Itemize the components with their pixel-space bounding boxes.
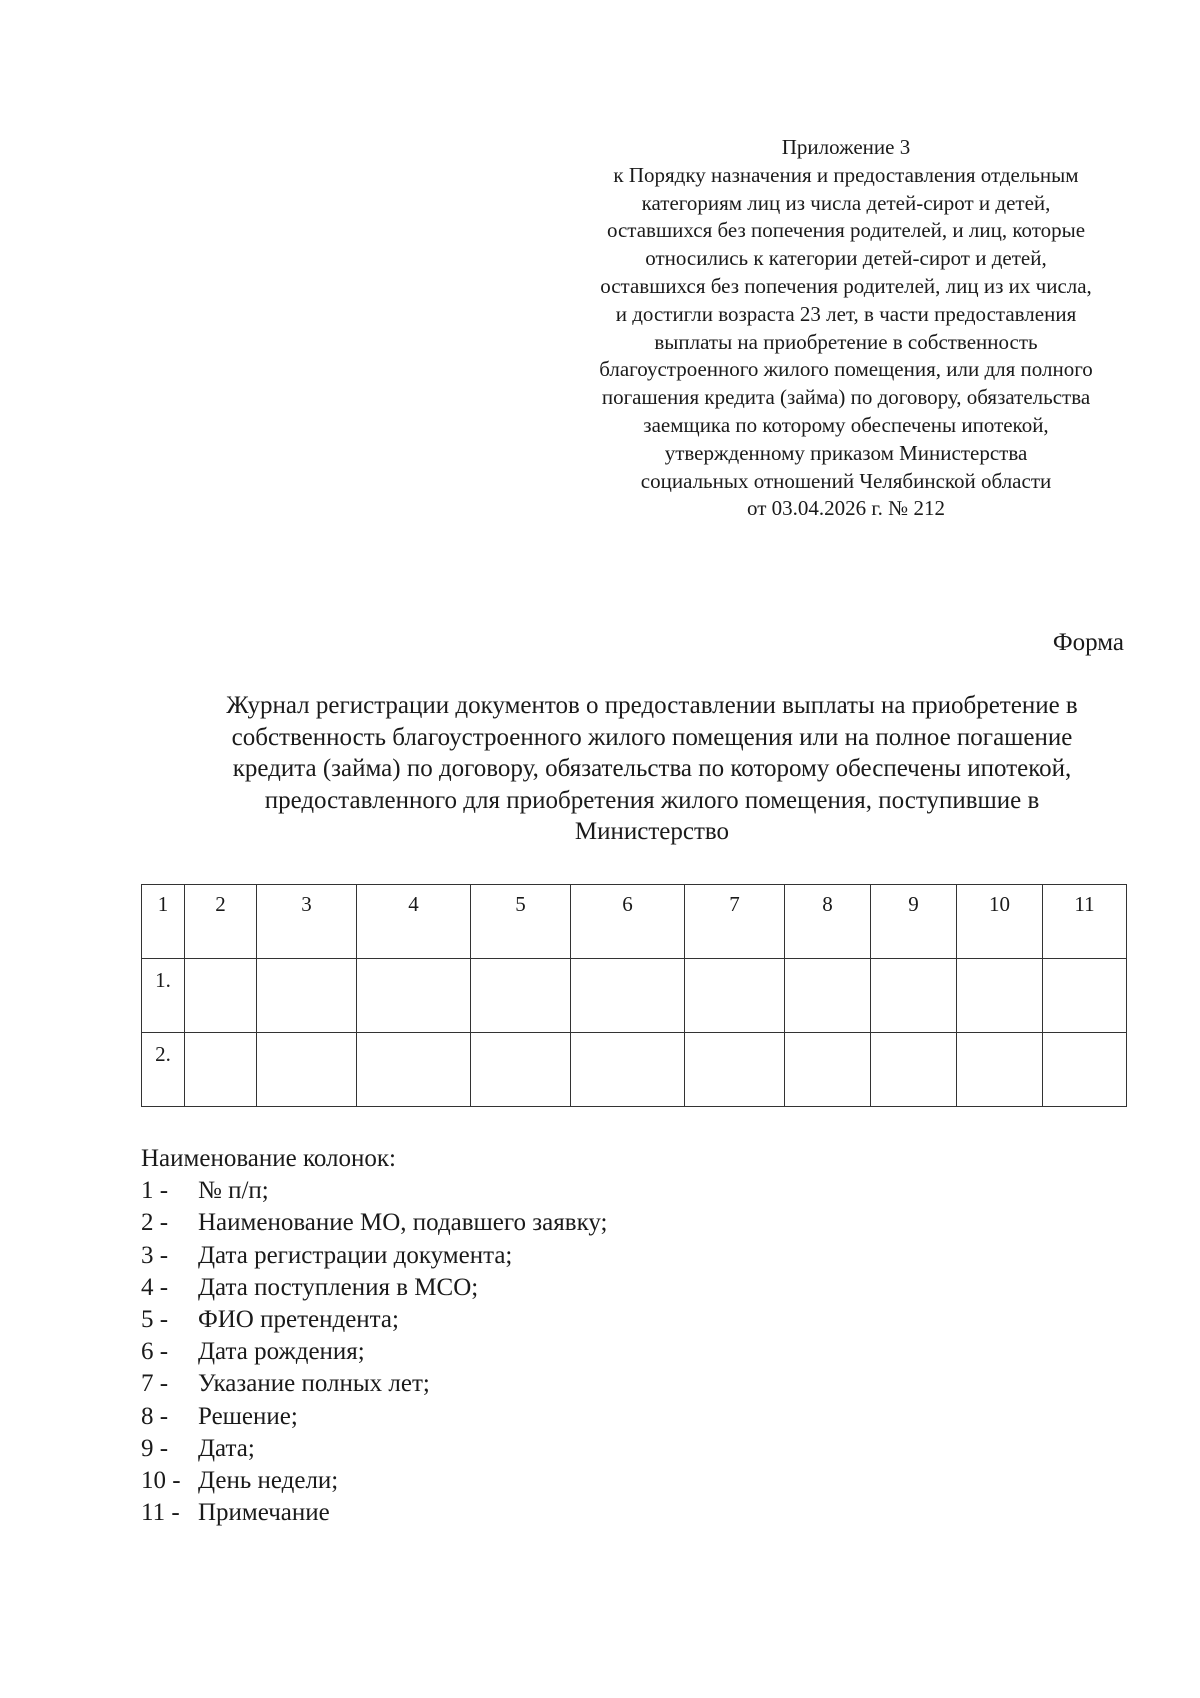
list-item-number: 11 - xyxy=(141,1499,180,1527)
table-cell xyxy=(571,959,685,1033)
journal-title xyxy=(120,690,1184,848)
list-item-label: Указание полных лет; xyxy=(198,1370,430,1398)
appendix-line: утвержденному приказом Министерства xyxy=(664,440,1028,465)
list-item xyxy=(141,1272,607,1304)
appendix-line: выплаты на приобретение в собственность xyxy=(654,329,1038,354)
list-item xyxy=(141,1240,607,1272)
table-header-cell: 9 xyxy=(871,885,957,959)
table-cell xyxy=(785,1033,871,1107)
table-cell xyxy=(471,1033,571,1107)
list-item xyxy=(141,1207,607,1239)
table-cell xyxy=(1043,959,1127,1033)
table-header-cell: 8 xyxy=(785,885,871,959)
appendix-line: от 03.04.2026 г. № 212 xyxy=(747,496,945,521)
list-item-label: Дата регистрации документа; xyxy=(198,1241,513,1269)
table-header-cell: 3 xyxy=(257,885,357,959)
table-header-cell: 1 xyxy=(142,885,185,959)
table-header-cell: 6 xyxy=(571,885,685,959)
list-item-number: 3 - xyxy=(141,1241,169,1269)
appendix-line: относились к категории детей-сирот и детей, xyxy=(645,246,1047,271)
list-item-label: № п/п; xyxy=(198,1177,269,1205)
list-item-number: 7 - xyxy=(141,1370,169,1398)
journal-title-line: предоставленного для приобретения жилого помещения, поступившие в xyxy=(264,786,1040,814)
list-item-number: 9 - xyxy=(141,1434,169,1462)
list-item-label: Дата поступления в МСО; xyxy=(198,1273,479,1301)
list-item-number: 8 - xyxy=(141,1402,169,1430)
table-cell xyxy=(871,1033,957,1107)
appendix-line: к Порядку назначения и предоставления отдельным xyxy=(613,162,1079,187)
table-cell: 1. xyxy=(142,959,185,1033)
appendix-line: оставшихся без попечения родителей, лиц из их числа, xyxy=(600,273,1092,298)
list-item xyxy=(141,1433,607,1465)
table-cell xyxy=(871,959,957,1033)
journal-table xyxy=(141,884,1127,1107)
appendix-line: оставшихся без попечения родителей, и лиц, которые xyxy=(606,218,1086,243)
appendix-line: благоустроенного жилого помещения, или для полного xyxy=(599,357,1093,382)
list-item-label: День недели; xyxy=(198,1467,339,1495)
appendix-line: Приложение 3 xyxy=(781,135,911,159)
table-cell xyxy=(357,959,471,1033)
table-cell xyxy=(571,1033,685,1107)
list-item xyxy=(141,1368,607,1400)
table-header-cell: 10 xyxy=(957,885,1043,959)
appendix-line: заемщика по которому обеспечены ипотекой, xyxy=(643,412,1049,437)
table-header-cell: 4 xyxy=(357,885,471,959)
list-item-label: Примечание xyxy=(198,1499,330,1527)
appendix-line: социальных отношений Челябинской области xyxy=(640,468,1052,493)
list-item-number: 6 - xyxy=(141,1338,169,1366)
journal-title-line: Министерство xyxy=(574,818,730,845)
table-header-cell: 11 xyxy=(1043,885,1127,959)
list-item-label: ФИО претендента; xyxy=(198,1306,399,1334)
appendix-line: погашения кредита (займа) по договору, обязательства xyxy=(601,385,1091,410)
list-item-number: 4 - xyxy=(141,1273,169,1301)
table-row xyxy=(142,1033,1127,1107)
table-cell xyxy=(957,959,1043,1033)
table-cell xyxy=(185,959,257,1033)
table-cell xyxy=(1043,1033,1127,1107)
table-cell xyxy=(257,959,357,1033)
table-cell xyxy=(185,1033,257,1107)
list-item xyxy=(141,1465,607,1497)
form-label: Форма xyxy=(1052,629,1124,656)
table-cell xyxy=(471,959,571,1033)
table-cell xyxy=(685,1033,785,1107)
list-item xyxy=(141,1401,607,1433)
list-item-label: Дата рождения; xyxy=(198,1338,365,1366)
table-header-cell: 7 xyxy=(685,885,785,959)
list-item-number: 2 - xyxy=(141,1209,169,1237)
list-item xyxy=(141,1175,607,1207)
appendix-header xyxy=(556,134,1136,523)
list-item xyxy=(141,1497,607,1529)
table-cell xyxy=(957,1033,1043,1107)
journal-title-line: собственность благоустроенного жилого помещения или на полное погашение xyxy=(231,723,1073,751)
list-item xyxy=(141,1304,607,1336)
table-row xyxy=(142,959,1127,1033)
column-names-heading: Наименование колонок: xyxy=(141,1145,396,1172)
table-header-cell: 5 xyxy=(471,885,571,959)
column-names-section xyxy=(141,1143,607,1529)
journal-title-line: кредита (займа) по договору, обязательства по которому обеспечены ипотекой, xyxy=(232,755,1072,782)
appendix-line: категориям лиц из числа детей-сирот и детей, xyxy=(641,190,1051,215)
table-cell xyxy=(685,959,785,1033)
table-cell xyxy=(257,1033,357,1107)
list-item-number: 1 - xyxy=(141,1177,169,1205)
list-item-label: Дата; xyxy=(198,1434,255,1462)
table-cell: 2. xyxy=(142,1033,185,1107)
list-item-number: 5 - xyxy=(141,1306,169,1334)
table-cell xyxy=(785,959,871,1033)
table-cell xyxy=(357,1033,471,1107)
list-item-label: Наименование МО, подавшего заявку; xyxy=(198,1209,608,1237)
list-item xyxy=(141,1336,607,1368)
journal-title-line: Журнал регистрации документов о предоставлении выплаты на приобретение в xyxy=(226,692,1078,719)
list-item-number: 10 - xyxy=(141,1467,181,1495)
column-names-list xyxy=(141,1175,607,1529)
list-item-label: Решение; xyxy=(198,1402,298,1430)
appendix-line: и достигли возраста 23 лет, в части предоставления xyxy=(615,301,1077,326)
table-header-row xyxy=(142,885,1127,959)
table-header-cell: 2 xyxy=(185,885,257,959)
